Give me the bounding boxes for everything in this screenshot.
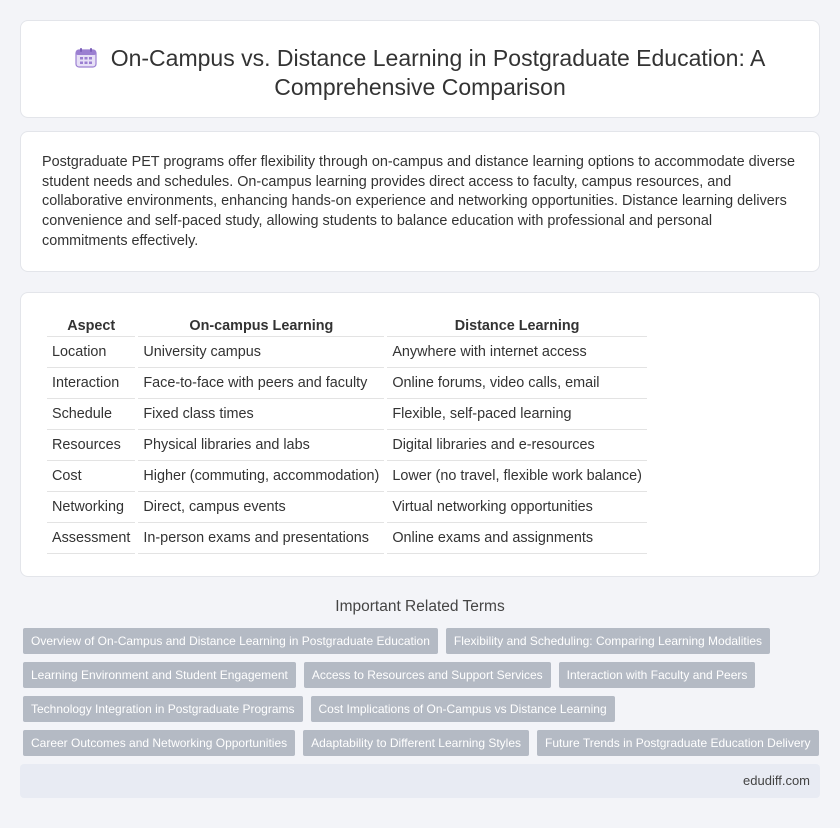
intro-paragraph: Postgraduate PET programs offer flexibility through on-campus and distance learning options to accommodate diverse student needs and schedules. On-campus learning provides direct access to faculty, campus resources, and collaborative environments, enhancing hands-on experience and networking opportunities. Distance learning delivers convenience and self-paced study, allowing students to balance education with professional and personal commitments effectively. bbox=[42, 154, 795, 249]
table-cell-aspect: Schedule bbox=[47, 399, 135, 430]
table-cell-aspect: Interaction bbox=[47, 368, 135, 399]
table-cell-on-campus: Face-to-face with peers and faculty bbox=[138, 368, 384, 399]
table-cell-on-campus: In-person exams and presentations bbox=[138, 523, 384, 554]
table-row bbox=[47, 399, 647, 430]
related-term-link[interactable]: Adaptability to Different Learning Styles bbox=[303, 730, 529, 756]
table-cell-on-campus: Physical libraries and labs bbox=[138, 430, 384, 461]
related-term-link[interactable]: Learning Environment and Student Engagement bbox=[23, 662, 296, 688]
table-row bbox=[47, 523, 647, 554]
table-cell-aspect: Resources bbox=[47, 430, 135, 461]
table-cell-aspect: Cost bbox=[47, 461, 135, 492]
table-cell-distance: Anywhere with internet access bbox=[387, 337, 647, 368]
page-title: On-Campus vs. Distance Learning in Postgraduate Education: A Comprehensive Comparison bbox=[110, 45, 766, 100]
table-row bbox=[47, 492, 647, 523]
table-header-row bbox=[47, 315, 647, 337]
table-cell-distance: Flexible, self-paced learning bbox=[387, 399, 647, 430]
table-cell-on-campus: Direct, campus events bbox=[138, 492, 384, 523]
intro-card bbox=[20, 131, 820, 272]
table-cell-distance: Online exams and assignments bbox=[387, 523, 647, 554]
related-terms-row bbox=[23, 628, 823, 654]
table-cell-distance: Digital libraries and e-resources bbox=[387, 430, 647, 461]
table-cell-distance: Online forums, video calls, email bbox=[387, 368, 647, 399]
column-header-distance: Distance Learning bbox=[387, 315, 647, 337]
comparison-table bbox=[44, 315, 650, 554]
related-terms-list bbox=[23, 628, 823, 764]
table-cell-on-campus: Fixed class times bbox=[138, 399, 384, 430]
table-cell-on-campus: University campus bbox=[138, 337, 384, 368]
related-terms-row bbox=[23, 662, 823, 688]
table-cell-aspect: Assessment bbox=[47, 523, 135, 554]
column-header-aspect: Aspect bbox=[47, 315, 135, 337]
table-cell-on-campus: Higher (commuting, accommodation) bbox=[138, 461, 384, 492]
title-card bbox=[20, 20, 820, 118]
table-card bbox=[20, 292, 820, 577]
table-cell-distance: Virtual networking opportunities bbox=[387, 492, 647, 523]
calendar-icon bbox=[75, 46, 97, 66]
footer-site-link[interactable]: edudiff.com bbox=[743, 773, 810, 788]
page-title-wrap bbox=[21, 44, 819, 102]
table-row bbox=[47, 430, 647, 461]
table-row bbox=[47, 461, 647, 492]
related-term-link[interactable]: Future Trends in Postgraduate Education Delivery bbox=[537, 730, 818, 756]
column-header-on-campus: On-campus Learning bbox=[138, 315, 384, 337]
footer bbox=[20, 764, 820, 798]
related-terms-title: Important Related Terms bbox=[335, 598, 505, 615]
related-terms-row bbox=[23, 696, 823, 722]
table-cell-aspect: Location bbox=[47, 337, 135, 368]
table-cell-aspect: Networking bbox=[47, 492, 135, 523]
related-term-link[interactable]: Cost Implications of On-Campus vs Distance Learning bbox=[311, 696, 615, 722]
related-term-link[interactable]: Flexibility and Scheduling: Comparing Learning Modalities bbox=[446, 628, 770, 654]
related-terms-row bbox=[23, 730, 823, 756]
related-term-link[interactable]: Overview of On-Campus and Distance Learning in Postgraduate Education bbox=[23, 628, 438, 654]
table-row bbox=[47, 368, 647, 399]
related-term-link[interactable]: Interaction with Faculty and Peers bbox=[559, 662, 756, 688]
table-row bbox=[47, 337, 647, 368]
related-term-link[interactable]: Technology Integration in Postgraduate Programs bbox=[23, 696, 303, 722]
table-cell-distance: Lower (no travel, flexible work balance) bbox=[387, 461, 647, 492]
related-term-link[interactable]: Access to Resources and Support Services bbox=[304, 662, 551, 688]
related-term-link[interactable]: Career Outcomes and Networking Opportunities bbox=[23, 730, 295, 756]
